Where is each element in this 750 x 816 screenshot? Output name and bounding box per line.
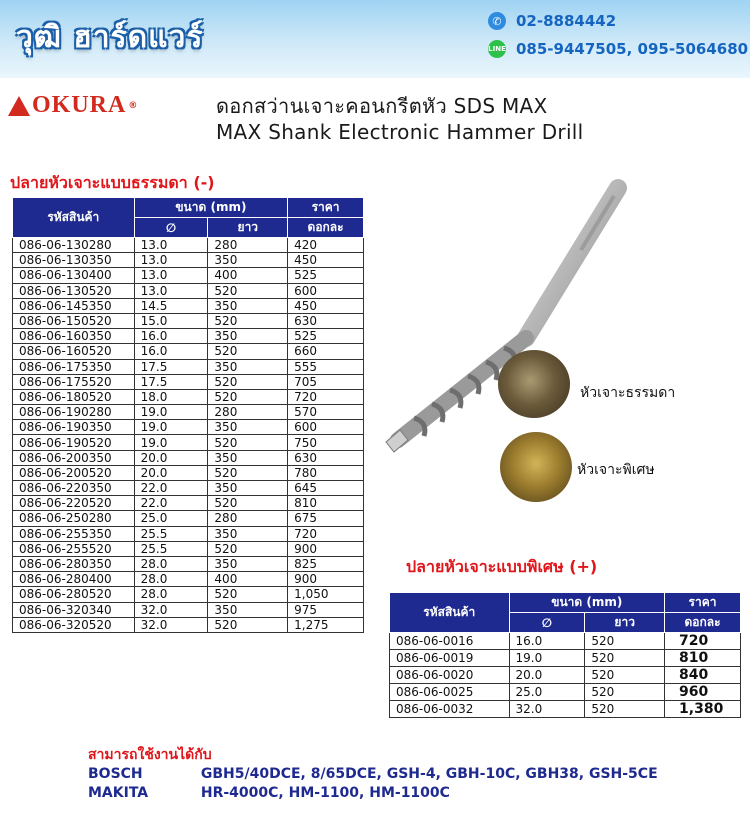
length-cell: 520 xyxy=(585,650,665,667)
length-cell: 520 xyxy=(208,374,288,389)
table-row xyxy=(390,633,741,650)
header-size: ขนาด (mm) xyxy=(134,198,288,218)
product-code-cell: 086-06-130350 xyxy=(13,253,135,268)
diameter-cell: 28.0 xyxy=(134,556,208,571)
length-cell: 400 xyxy=(208,268,288,283)
phone-number: 02-8884442 xyxy=(516,12,617,30)
price-cell: 750 xyxy=(288,435,364,450)
table-row xyxy=(390,667,741,684)
table-row xyxy=(13,420,364,435)
product-code-cell: 086-06-0025 xyxy=(390,684,510,701)
table-row xyxy=(13,572,364,587)
diameter-cell: 32.0 xyxy=(134,617,208,632)
normal-tip-label: หัวเจาะธรรมดา xyxy=(580,385,676,401)
logo-text: OKURA xyxy=(32,92,127,118)
price-cell: 570 xyxy=(288,405,364,420)
diameter-cell: 25.5 xyxy=(134,541,208,556)
header-code: รหัสสินค้า xyxy=(390,593,510,633)
table-row xyxy=(13,389,364,404)
table-row xyxy=(13,405,364,420)
length-cell: 520 xyxy=(585,701,665,718)
product-code-cell: 086-06-0019 xyxy=(390,650,510,667)
table-row xyxy=(13,374,364,389)
header-price-line1: ราคา xyxy=(665,593,741,613)
product-code-cell: 086-06-220520 xyxy=(13,496,135,511)
length-cell: 350 xyxy=(208,556,288,571)
line-numbers: 085-9447505, 095-5064680 xyxy=(516,40,749,58)
table-row xyxy=(13,283,364,298)
price-cell: 900 xyxy=(288,541,364,556)
length-cell: 350 xyxy=(208,420,288,435)
product-code-cell: 086-06-130280 xyxy=(13,238,135,253)
header-banner xyxy=(0,0,750,78)
table-row xyxy=(390,650,741,667)
diameter-cell: 17.5 xyxy=(134,374,208,389)
product-code-cell: 086-06-200520 xyxy=(13,465,135,480)
table-row xyxy=(13,359,364,374)
table-row xyxy=(13,253,364,268)
header-size: ขนาด (mm) xyxy=(509,593,665,613)
product-code-cell: 086-06-280400 xyxy=(13,572,135,587)
header-code: รหัสสินค้า xyxy=(13,198,135,238)
diameter-cell: 16.0 xyxy=(134,344,208,359)
compatibility-title: สามารถใช้งานได้กับ xyxy=(88,747,212,763)
price-cell: 420 xyxy=(288,238,364,253)
length-cell: 350 xyxy=(208,602,288,617)
header-price-line2: ดอกละ xyxy=(665,613,741,633)
product-code-cell: 086-06-145350 xyxy=(13,298,135,313)
okura-logo xyxy=(8,92,138,119)
diameter-cell: 25.0 xyxy=(509,684,585,701)
length-cell: 350 xyxy=(208,329,288,344)
normal-tip-rows xyxy=(13,238,364,633)
price-cell: 630 xyxy=(288,450,364,465)
diameter-cell: 16.0 xyxy=(509,633,585,650)
price-cell: 720 xyxy=(288,526,364,541)
length-cell: 520 xyxy=(585,633,665,650)
product-code-cell: 086-06-280350 xyxy=(13,556,135,571)
table-row xyxy=(13,602,364,617)
product-code-cell: 086-06-0020 xyxy=(390,667,510,684)
price-cell: 780 xyxy=(288,465,364,480)
price-cell: 1,050 xyxy=(288,587,364,602)
length-cell: 280 xyxy=(208,511,288,526)
length-cell: 520 xyxy=(585,684,665,701)
diameter-cell: 19.0 xyxy=(134,435,208,450)
price-cell: 1,380 xyxy=(665,701,741,718)
product-code-cell: 086-06-160520 xyxy=(13,344,135,359)
product-code-cell: 086-06-280520 xyxy=(13,587,135,602)
price-cell: 525 xyxy=(288,268,364,283)
special-tip-rows xyxy=(390,633,741,718)
table-row xyxy=(13,465,364,480)
sds-max-drill-bit-image xyxy=(376,178,636,458)
length-cell: 520 xyxy=(208,389,288,404)
table-row xyxy=(13,511,364,526)
special-tip-section-title: ปลายหัวเจาะแบบพิเศษ (+) xyxy=(406,557,598,576)
product-code-cell: 086-06-190520 xyxy=(13,435,135,450)
price-cell: 645 xyxy=(288,481,364,496)
product-code-cell: 086-06-220350 xyxy=(13,481,135,496)
table-row xyxy=(13,541,364,556)
product-code-cell: 086-06-180520 xyxy=(13,389,135,404)
diameter-cell: 22.0 xyxy=(134,496,208,511)
diameter-cell: 20.0 xyxy=(134,465,208,480)
special-tip-price-table xyxy=(389,592,741,718)
product-code-cell: 086-06-320520 xyxy=(13,617,135,632)
product-code-cell: 086-06-200350 xyxy=(13,450,135,465)
price-cell: 960 xyxy=(665,684,741,701)
length-cell: 520 xyxy=(208,541,288,556)
price-cell: 450 xyxy=(288,253,364,268)
line-contact[interactable] xyxy=(488,40,748,58)
diameter-cell: 28.0 xyxy=(134,572,208,587)
price-cell: 630 xyxy=(288,313,364,328)
price-cell: 660 xyxy=(288,344,364,359)
price-cell: 600 xyxy=(288,420,364,435)
table-row xyxy=(13,587,364,602)
diameter-cell: 13.0 xyxy=(134,283,208,298)
table-row xyxy=(13,238,364,253)
price-cell: 555 xyxy=(288,359,364,374)
diameter-cell: 28.0 xyxy=(134,587,208,602)
compat-row-bosch xyxy=(88,766,658,782)
header-price-line2: ดอกละ xyxy=(288,218,364,238)
header-diameter: ∅ xyxy=(134,218,208,238)
diameter-cell: 19.0 xyxy=(134,420,208,435)
header-length: ยาว xyxy=(585,613,665,633)
price-cell: 675 xyxy=(288,511,364,526)
diameter-cell: 22.0 xyxy=(134,481,208,496)
diameter-cell: 13.0 xyxy=(134,238,208,253)
length-cell: 350 xyxy=(208,359,288,374)
length-cell: 520 xyxy=(208,617,288,632)
logo-triangle-icon xyxy=(8,96,30,116)
table-row xyxy=(13,450,364,465)
diameter-cell: 14.5 xyxy=(134,298,208,313)
compat-brand: MAKITA xyxy=(88,785,149,801)
length-cell: 400 xyxy=(208,572,288,587)
product-code-cell: 086-06-320340 xyxy=(13,602,135,617)
product-code-cell: 086-06-0016 xyxy=(390,633,510,650)
diameter-cell: 15.0 xyxy=(134,313,208,328)
diameter-cell: 19.0 xyxy=(134,405,208,420)
length-cell: 520 xyxy=(208,496,288,511)
special-tip-label: หัวเจาะพิเศษ xyxy=(577,462,655,478)
price-cell: 720 xyxy=(288,389,364,404)
product-code-cell: 086-06-150520 xyxy=(13,313,135,328)
table-row xyxy=(13,344,364,359)
diameter-cell: 18.0 xyxy=(134,389,208,404)
table-row xyxy=(390,684,741,701)
price-cell: 525 xyxy=(288,329,364,344)
table-row xyxy=(13,556,364,571)
price-cell: 600 xyxy=(288,283,364,298)
length-cell: 520 xyxy=(208,465,288,480)
price-cell: 900 xyxy=(288,572,364,587)
product-code-cell: 086-06-0032 xyxy=(390,701,510,718)
diameter-cell: 32.0 xyxy=(509,701,585,718)
registered-mark: ® xyxy=(128,100,139,111)
phone-icon: ✆ xyxy=(488,12,506,30)
length-cell: 520 xyxy=(208,435,288,450)
product-code-cell: 086-06-130520 xyxy=(13,283,135,298)
compat-models: HR-4000C, HM-1100, HM-1100C xyxy=(200,785,450,801)
length-cell: 350 xyxy=(208,298,288,313)
product-title-thai: ดอกสว่านเจาะคอนกรีตหัว SDS MAX xyxy=(216,94,548,118)
product-code-cell: 086-06-130400 xyxy=(13,268,135,283)
product-code-cell: 086-06-255350 xyxy=(13,526,135,541)
compat-row-makita xyxy=(88,785,450,801)
length-cell: 520 xyxy=(208,344,288,359)
diameter-cell: 32.0 xyxy=(134,602,208,617)
product-code-cell: 086-06-160350 xyxy=(13,329,135,344)
product-title-english: MAX Shank Electronic Hammer Drill xyxy=(216,120,584,144)
product-code-cell: 086-06-175350 xyxy=(13,359,135,374)
table-row xyxy=(13,617,364,632)
phone-contact[interactable] xyxy=(488,12,616,30)
length-cell: 350 xyxy=(208,450,288,465)
length-cell: 350 xyxy=(208,526,288,541)
header-diameter: ∅ xyxy=(509,613,585,633)
product-code-cell: 086-06-255520 xyxy=(13,541,135,556)
table-row xyxy=(13,496,364,511)
header-length: ยาว xyxy=(208,218,288,238)
diameter-cell: 16.0 xyxy=(134,329,208,344)
price-cell: 825 xyxy=(288,556,364,571)
table-row xyxy=(13,313,364,328)
header-price-line1: ราคา xyxy=(288,198,364,218)
length-cell: 350 xyxy=(208,481,288,496)
compat-brand: BOSCH xyxy=(88,766,143,782)
special-tip-photo xyxy=(500,432,572,502)
price-cell: 450 xyxy=(288,298,364,313)
normal-tip-section-title: ปลายหัวเจาะแบบธรรมดา (-) xyxy=(10,173,215,192)
price-cell: 810 xyxy=(665,650,741,667)
table-row xyxy=(13,268,364,283)
length-cell: 520 xyxy=(208,313,288,328)
price-cell: 810 xyxy=(288,496,364,511)
price-cell: 720 xyxy=(665,633,741,650)
price-cell: 705 xyxy=(288,374,364,389)
table-row xyxy=(390,701,741,718)
length-cell: 520 xyxy=(208,587,288,602)
shop-name: วุฒิ ฮาร์ดแวร์ xyxy=(16,20,204,55)
length-cell: 280 xyxy=(208,405,288,420)
table-row xyxy=(13,526,364,541)
table-row xyxy=(13,298,364,313)
price-cell: 975 xyxy=(288,602,364,617)
product-code-cell: 086-06-190280 xyxy=(13,405,135,420)
compat-models: GBH5/40DCE, 8/65DCE, GSH-4, GBH-10C, GBH38, GSH-5CE xyxy=(200,766,658,782)
product-code-cell: 086-06-190350 xyxy=(13,420,135,435)
diameter-cell: 25.5 xyxy=(134,526,208,541)
length-cell: 520 xyxy=(585,667,665,684)
normal-tip-price-table xyxy=(12,197,364,633)
diameter-cell: 13.0 xyxy=(134,253,208,268)
length-cell: 520 xyxy=(208,283,288,298)
line-app-icon: LINE xyxy=(488,40,506,58)
table-row xyxy=(13,435,364,450)
diameter-cell: 17.5 xyxy=(134,359,208,374)
diameter-cell: 19.0 xyxy=(509,650,585,667)
diameter-cell: 13.0 xyxy=(134,268,208,283)
diameter-cell: 20.0 xyxy=(134,450,208,465)
length-cell: 350 xyxy=(208,253,288,268)
table-row xyxy=(13,481,364,496)
price-cell: 1,275 xyxy=(288,617,364,632)
length-cell: 280 xyxy=(208,238,288,253)
diameter-cell: 25.0 xyxy=(134,511,208,526)
diameter-cell: 20.0 xyxy=(509,667,585,684)
product-code-cell: 086-06-175520 xyxy=(13,374,135,389)
price-cell: 840 xyxy=(665,667,741,684)
product-code-cell: 086-06-250280 xyxy=(13,511,135,526)
table-row xyxy=(13,329,364,344)
normal-tip-photo xyxy=(498,350,570,418)
